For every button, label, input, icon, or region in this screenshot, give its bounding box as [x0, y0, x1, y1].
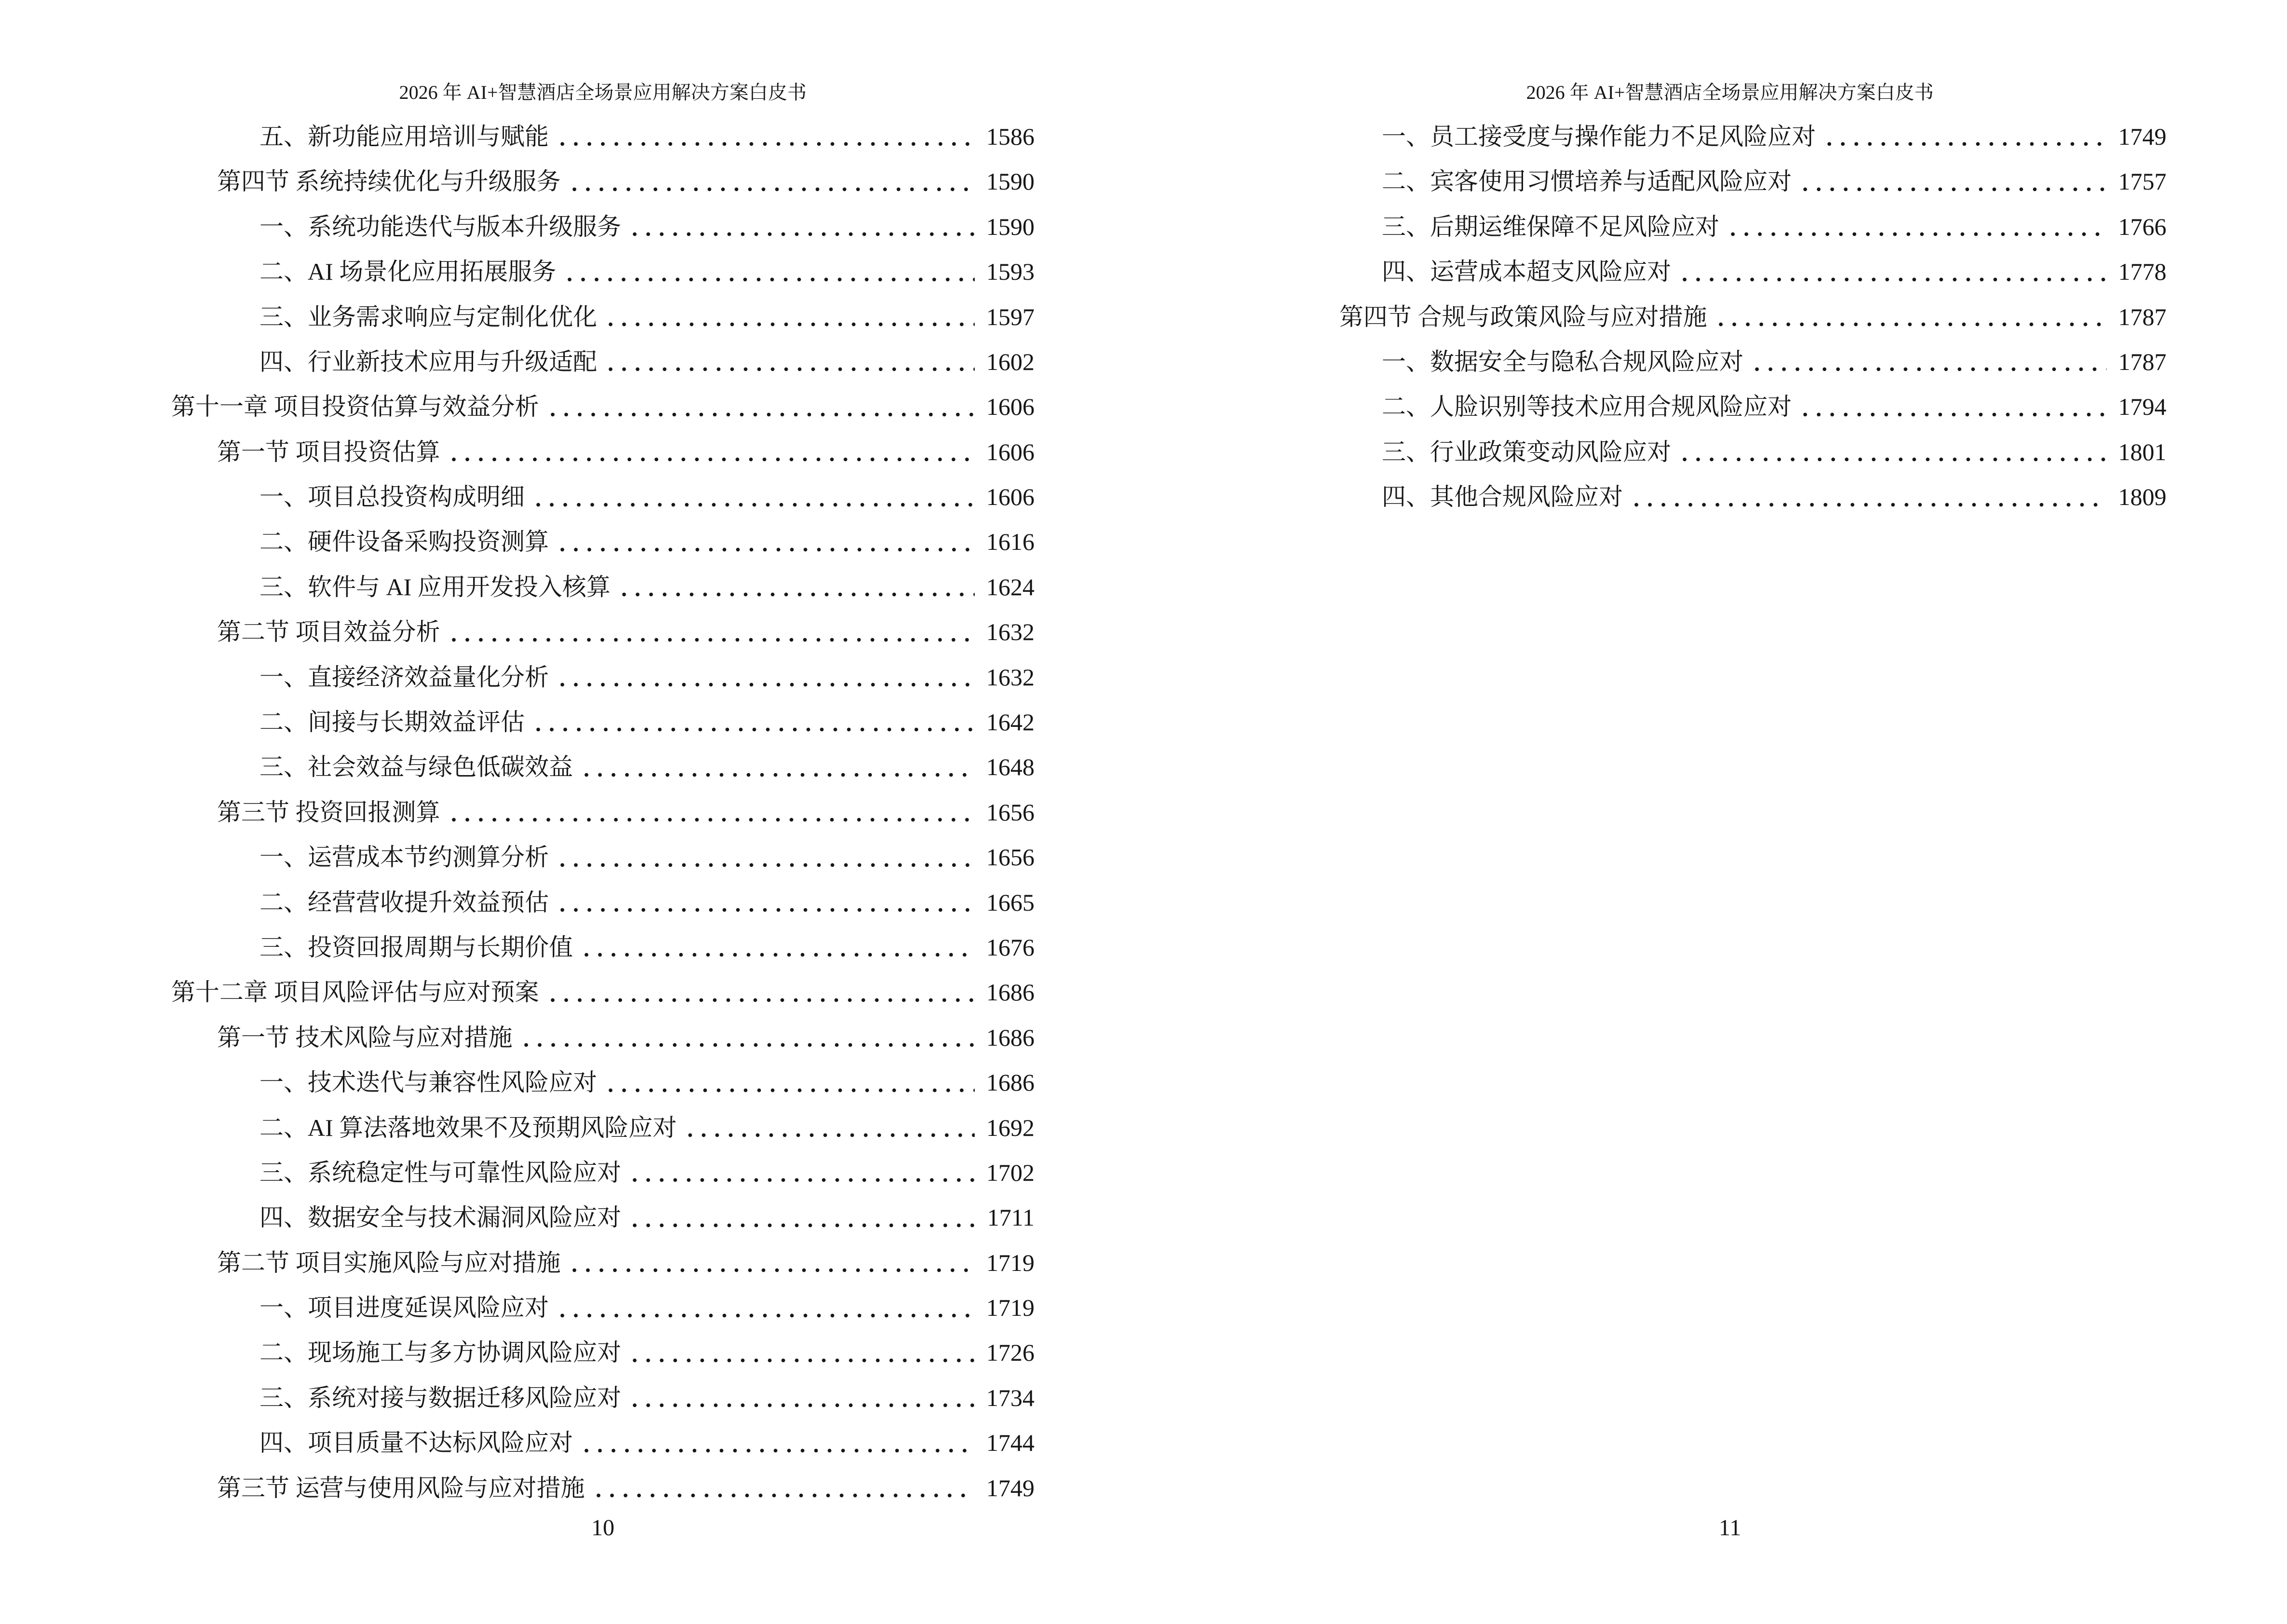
dot-leader: [580, 925, 975, 970]
toc-entry-page-number: 1616: [986, 528, 1035, 556]
toc-entry-page-number: 1809: [2118, 483, 2166, 511]
toc-entry: [171, 655, 1035, 700]
page-number: 11: [1718, 1515, 1742, 1541]
toc-entry: [171, 159, 1035, 204]
page-right: [1144, 0, 2287, 1624]
toc-entry: [171, 295, 1035, 340]
toc-entry: [171, 880, 1035, 925]
dot-leader: [519, 1015, 975, 1060]
dot-leader: [546, 384, 975, 429]
dot-leader: [556, 655, 975, 700]
toc-entry-label: 第十一章 项目投资估算与效益分析: [171, 393, 539, 421]
toc-entry-label: 第一节 技术风险与应对措施: [217, 1024, 513, 1051]
toc-entry-label: 四、运营成本超支风险应对: [1382, 258, 1671, 286]
dot-leader: [1714, 295, 2107, 340]
toc-entry-page-number: 1642: [986, 709, 1035, 736]
toc-entry-label: 三、社会效益与绿色低碳效益: [259, 753, 573, 781]
toc-entry-page-number: 1656: [986, 798, 1035, 826]
page-footer: [1293, 1515, 2166, 1541]
toc-entry-page-number: 1632: [986, 663, 1035, 691]
toc-entry-page-number: 1801: [2118, 438, 2166, 465]
document-title: 2026 年 AI+智慧酒店全场景应用解决方案白皮书: [1526, 82, 1934, 103]
toc-entry: [171, 745, 1035, 790]
toc-entry-page-number: 1719: [986, 1294, 1035, 1322]
dot-leader: [531, 475, 975, 519]
toc-entry: [171, 925, 1035, 970]
toc-entry-page-number: 1744: [986, 1429, 1035, 1457]
dot-leader: [568, 159, 975, 204]
toc-entry: [1293, 340, 2166, 384]
toc-entry: [171, 1241, 1035, 1285]
toc-entry: [171, 1376, 1035, 1420]
toc-entry-page-number: 1778: [2118, 258, 2166, 286]
toc-entry-page-number: 1606: [986, 483, 1035, 511]
dot-leader: [556, 880, 975, 925]
toc-entry-page-number: 1787: [2118, 348, 2166, 375]
toc-entry: [171, 1285, 1035, 1330]
dot-leader: [447, 430, 975, 475]
toc-entry-page-number: 1648: [986, 753, 1035, 781]
dot-leader: [580, 745, 975, 790]
toc-entry-label: 第二节 项目效益分析: [217, 618, 440, 646]
toc-entry-page-number: 1665: [986, 888, 1035, 916]
toc-entry-page-number: 1787: [2118, 303, 2166, 330]
toc-entry: [171, 565, 1035, 610]
dot-leader: [617, 565, 975, 610]
toc-entry-label: 第四节 合规与政策风险与应对措施: [1339, 303, 1707, 330]
toc-entry-page-number: 1656: [986, 844, 1035, 871]
toc-entry: [171, 205, 1035, 249]
toc-list: [171, 114, 1035, 1511]
toc-entry: [171, 790, 1035, 835]
dot-leader: [1678, 249, 2107, 294]
dot-leader: [1630, 475, 2107, 519]
dot-leader: [604, 340, 975, 384]
toc-entry-page-number: 1766: [2118, 213, 2166, 240]
dot-leader: [1678, 430, 2107, 475]
toc-entry-label: 一、数据安全与隐私合规风险应对: [1382, 348, 1743, 375]
toc-entry-page-number: 1726: [986, 1339, 1035, 1366]
toc-entry-label: 第一节 项目投资估算: [217, 438, 440, 465]
page-number: 10: [591, 1515, 614, 1541]
dot-leader: [683, 1105, 975, 1150]
toc-entry-label: 四、行业新技术应用与升级适配: [259, 348, 597, 375]
page-header: [171, 81, 1035, 104]
toc-list: [1293, 114, 2166, 520]
toc-entry-page-number: 1597: [986, 303, 1035, 330]
toc-entry-label: 三、系统稳定性与可靠性风险应对: [259, 1159, 621, 1186]
toc-entry-page-number: 1749: [986, 1474, 1035, 1501]
toc-entry-page-number: 1593: [986, 258, 1035, 286]
toc-entry-label: 三、系统对接与数据迁移风险应对: [259, 1384, 621, 1411]
toc-entry-page-number: 1676: [986, 933, 1035, 961]
toc-entry: [171, 384, 1035, 429]
dot-leader: [556, 114, 975, 159]
toc-entry-page-number: 1586: [986, 123, 1035, 150]
toc-entry: [171, 1195, 1035, 1240]
dot-leader: [568, 1241, 975, 1285]
toc-entry: [171, 1420, 1035, 1465]
dot-leader: [531, 700, 975, 745]
toc-entry: [171, 610, 1035, 655]
toc-entry-label: 二、现场施工与多方协调风险应对: [259, 1339, 621, 1366]
toc-entry-page-number: 1757: [2118, 168, 2166, 195]
toc-entry: [171, 475, 1035, 519]
toc-entry-label: 第四节 系统持续优化与升级服务: [217, 168, 561, 195]
toc-entry-label: 四、其他合规风险应对: [1382, 483, 1623, 511]
dot-leader: [556, 835, 975, 880]
toc-entry-page-number: 1624: [986, 573, 1035, 600]
toc-entry-label: 第三节 运营与使用风险与应对措施: [217, 1474, 585, 1501]
toc-entry-label: 一、项目总投资构成明细: [259, 483, 525, 511]
toc-entry: [171, 835, 1035, 880]
toc-entry-label: 三、行业政策变动风险应对: [1382, 438, 1671, 465]
toc-entry: [171, 1015, 1035, 1060]
toc-entry: [1293, 159, 2166, 204]
toc-entry-page-number: 1590: [986, 213, 1035, 240]
toc-entry-page-number: 1719: [986, 1249, 1035, 1276]
toc-entry-label: 二、硬件设备采购投资测算: [259, 528, 549, 556]
toc-entry: [171, 1150, 1035, 1195]
toc-entry: [171, 520, 1035, 565]
toc-entry-label: 四、项目质量不达标风险应对: [259, 1429, 573, 1457]
toc-entry-label: 二、人脸识别等技术应用合规风险应对: [1382, 393, 1792, 421]
dot-leader: [1798, 384, 2107, 429]
toc-entry: [171, 340, 1035, 384]
toc-entry-label: 二、宾客使用习惯培养与适配风险应对: [1382, 168, 1792, 195]
toc-entry-page-number: 1794: [2118, 393, 2166, 421]
toc-entry: [171, 700, 1035, 745]
toc-entry-page-number: 1702: [986, 1159, 1035, 1186]
toc-entry-page-number: 1632: [986, 618, 1035, 646]
toc-entry-label: 二、AI 算法落地效果不及预期风险应对: [259, 1114, 677, 1141]
document-title: 2026 年 AI+智慧酒店全场景应用解决方案白皮书: [399, 82, 807, 103]
toc-entry-label: 二、间接与长期效益评估: [259, 709, 525, 736]
toc-entry: [171, 249, 1035, 294]
toc-entry: [171, 1331, 1035, 1376]
toc-entry: [1293, 475, 2166, 519]
dot-leader: [563, 249, 975, 294]
toc-entry: [1293, 249, 2166, 294]
toc-entry: [1293, 205, 2166, 249]
toc-entry-label: 五、新功能应用培训与赋能: [259, 123, 549, 150]
toc-entry-label: 三、后期运维保障不足风险应对: [1382, 213, 1719, 240]
page-header: [1293, 81, 2166, 104]
toc-entry-page-number: 1692: [986, 1114, 1035, 1141]
dot-leader: [604, 1060, 975, 1105]
toc-entry-label: 第三节 投资回报测算: [217, 798, 440, 826]
dot-leader: [556, 520, 975, 565]
dot-leader: [1798, 159, 2107, 204]
toc-entry-label: 一、员工接受度与操作能力不足风险应对: [1382, 123, 1816, 150]
toc-entry-label: 三、投资回报周期与长期价值: [259, 933, 573, 961]
toc-entry: [1293, 384, 2166, 429]
toc-entry-label: 一、系统功能迭代与版本升级服务: [259, 213, 621, 240]
dot-leader: [1750, 340, 2107, 384]
toc-entry: [171, 970, 1035, 1015]
toc-entry: [171, 1466, 1035, 1511]
toc-entry: [171, 114, 1035, 159]
dot-leader: [628, 1331, 975, 1376]
toc-entry-page-number: 1606: [986, 438, 1035, 465]
toc-entry-page-number: 1606: [986, 393, 1035, 421]
dot-leader: [580, 1420, 975, 1465]
toc-entry-label: 四、数据安全与技术漏洞风险应对: [259, 1204, 621, 1231]
dot-leader: [1823, 114, 2107, 159]
dot-leader: [447, 610, 975, 655]
dot-leader: [592, 1466, 975, 1511]
toc-entry-page-number: 1749: [2118, 123, 2166, 150]
toc-entry: [171, 1105, 1035, 1150]
toc-entry-page-number: 1686: [986, 1024, 1035, 1051]
dot-leader: [604, 295, 975, 340]
toc-entry-label: 一、直接经济效益量化分析: [259, 663, 549, 691]
toc-entry-label: 一、项目进度延误风险应对: [259, 1294, 549, 1322]
toc-entry-page-number: 1711: [987, 1204, 1035, 1231]
dot-leader: [1726, 205, 2107, 249]
toc-entry: [1293, 430, 2166, 475]
toc-entry: [1293, 114, 2166, 159]
dot-leader: [628, 1150, 975, 1195]
dot-leader: [546, 970, 975, 1015]
toc-entry: [171, 1060, 1035, 1105]
dot-leader: [628, 1376, 975, 1420]
toc-entry-label: 第十二章 项目风险评估与应对预案: [171, 979, 539, 1006]
page-footer: [171, 1515, 1035, 1541]
dot-leader: [556, 1285, 975, 1330]
toc-entry-page-number: 1686: [986, 979, 1035, 1006]
toc-entry-page-number: 1734: [986, 1384, 1035, 1411]
toc-entry-page-number: 1590: [986, 168, 1035, 195]
toc-entry: [171, 430, 1035, 475]
toc-entry-label: 三、软件与 AI 应用开发投入核算: [259, 573, 611, 600]
toc-entry-label: 一、运营成本节约测算分析: [259, 844, 549, 871]
toc-entry: [1293, 295, 2166, 340]
toc-entry-label: 一、技术迭代与兼容性风险应对: [259, 1069, 597, 1096]
dot-leader: [447, 790, 975, 835]
toc-entry-label: 二、AI 场景化应用拓展服务: [259, 258, 557, 286]
toc-entry-page-number: 1686: [986, 1069, 1035, 1096]
dot-leader: [628, 1195, 976, 1240]
dot-leader: [628, 205, 975, 249]
toc-entry-label: 二、经营营收提升效益预估: [259, 888, 549, 916]
toc-entry-label: 三、业务需求响应与定制化优化: [259, 303, 597, 330]
toc-entry-page-number: 1602: [986, 348, 1035, 375]
toc-entry-label: 第二节 项目实施风险与应对措施: [217, 1249, 561, 1276]
